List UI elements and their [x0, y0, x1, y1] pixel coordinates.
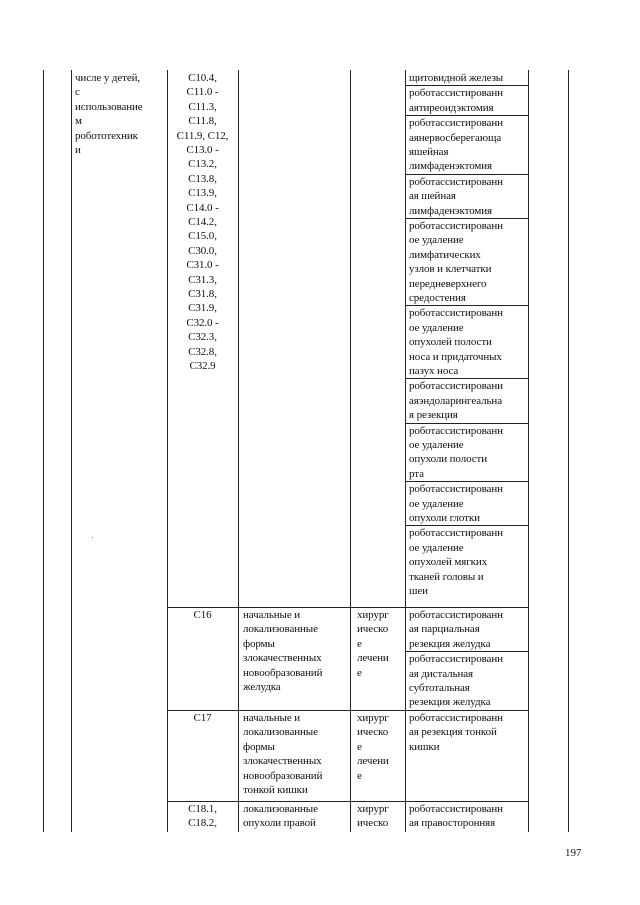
table-cell-line: ическо: [357, 817, 389, 830]
table-cell-line: лечени: [357, 755, 389, 768]
table-cell-line: C11.3,: [188, 100, 217, 113]
table-cell-line: C32.0 -: [186, 316, 219, 329]
table-cell-line: C13.0 -: [186, 144, 219, 156]
table-cell-line: C32.9: [189, 360, 216, 372]
table-cell-line: C10.4,: [188, 72, 217, 84]
table-cell-line: пазух носа: [409, 365, 459, 377]
table-cell-line: начальные и: [243, 712, 301, 724]
table-cell-line: ическо: [357, 726, 389, 739]
table-cell-line: узлов и клетчатки: [409, 263, 492, 276]
table-cell-line: я резекция: [409, 409, 458, 422]
table-cell-line: C30.0,: [188, 244, 217, 257]
table-cell-line: ое удаление: [409, 439, 464, 451]
table-cell-line: злокачественных: [243, 755, 322, 768]
table-cell-line: C15.0,: [188, 230, 217, 243]
table-cell-line: ое удаление: [409, 321, 464, 334]
table-cell-line: субтотальная: [409, 682, 470, 694]
table-cell-line: роботассистированн: [409, 609, 503, 621]
table-cell-line: хирург: [357, 712, 389, 724]
table-cell-line: роботассистированн: [409, 653, 503, 666]
table-cell-line: C13.2,: [188, 158, 217, 171]
table-cell-line: локализованные: [243, 726, 318, 739]
table-cell-line: C31.0 -: [186, 259, 219, 272]
table-cell-line: роботассистировани: [409, 380, 503, 393]
table-cell-line: роботассистированн: [409, 712, 503, 724]
table-cell-line: злокачественных: [243, 652, 322, 665]
table-cell-line: ая шейная: [409, 190, 456, 203]
table-cell-line: роботассистированн: [409, 175, 503, 188]
table-cell-line: ое удаление: [409, 234, 464, 247]
table-cell-line: роботассистированн: [409, 424, 503, 437]
table-cell-line: хирург: [357, 609, 389, 621]
table-cell-line: кишки: [409, 740, 440, 753]
column-border-3: [238, 70, 239, 832]
table-cell-line: лимфатических: [409, 248, 481, 261]
table-cell-line: ическо: [357, 623, 389, 636]
table-cell-line: лимфаденэктомия: [409, 204, 492, 217]
table-cell-line: ое удаление: [409, 497, 464, 510]
table-cell-line: м: [75, 115, 82, 128]
table-cell-line: опухолей мягких: [409, 556, 488, 569]
table-cell-line: новообразований: [243, 769, 323, 782]
table-cell-line: ая дистальная: [409, 667, 474, 680]
table-cell-line: средостения: [409, 292, 466, 304]
table-cell-line: C14.0 -: [186, 201, 219, 214]
column-border-4: [350, 70, 351, 832]
table-cell-line: C17: [193, 712, 212, 724]
table-cell-line: е: [357, 666, 362, 679]
table-cell-line: носа и придаточных: [409, 350, 502, 363]
table-cell-line: C18.2,: [188, 817, 217, 830]
table-cell-line: C14.2,: [188, 216, 217, 228]
table-cell-line: роботассистированн: [409, 220, 503, 232]
table-cell-line: роботассистированн: [409, 87, 503, 100]
column-border-0: [43, 70, 44, 832]
table-cell-line: C16: [193, 609, 212, 621]
table-cell-line: шеи: [409, 585, 428, 597]
table-cell-line: желудка: [243, 681, 281, 693]
table-cell-line: ая правосторонняя: [409, 817, 496, 830]
table-cell-line: тканей головы и: [409, 570, 484, 583]
column-border-5: [405, 70, 406, 832]
table-cell-line: ая резекция тонкой: [409, 726, 497, 739]
table-cell-line: тонкой кишки: [243, 784, 308, 796]
column-border-7: [568, 70, 569, 832]
table-cell-line: ое удаление: [409, 541, 464, 554]
table-cell-line: роботассистированн: [409, 803, 503, 815]
table-cell-line: C31.3,: [188, 273, 217, 286]
table-cell-line: опухоли полости: [409, 453, 488, 466]
table-cell-line: рта: [409, 467, 424, 480]
table-cell-line: ая парциальная: [409, 623, 480, 636]
table-cell-line: C13.9,: [188, 187, 217, 200]
table-cell-line: C31.9,: [188, 302, 217, 315]
table-cell-line: хирург: [357, 803, 389, 815]
page-number: 197: [565, 847, 582, 859]
table-cell-line: новообразований: [243, 666, 323, 679]
table-cell-line: е: [357, 769, 362, 782]
table-cell-line: аятиреоидэктомия: [409, 101, 494, 114]
table-cell-line: резекция желудка: [409, 696, 491, 709]
table-cell-line: C31.8,: [188, 288, 217, 300]
table-cell-line: C11.0 -: [186, 86, 219, 99]
table-cell-line: C11.8,: [188, 115, 217, 128]
table-cell-line: C13.8,: [188, 172, 217, 185]
table-cell-line: роботассистированн: [409, 307, 503, 320]
table-cell-line: C32.3,: [188, 331, 217, 344]
column-border-6: [528, 70, 529, 832]
table-cell-line: C32.8,: [188, 345, 217, 358]
table-cell-line: опухолей полости: [409, 336, 492, 349]
scan-speck: [92, 537, 93, 538]
table-cell-line: лимфаденэктомия: [409, 160, 492, 173]
table-cell-line: опухоли правой: [243, 817, 316, 830]
table-cell-line: резекция желудка: [409, 637, 491, 650]
table-cell-line: е: [357, 740, 362, 753]
table-cell-line: роботассистированн: [409, 527, 503, 540]
table-cell-line: аянервосберегающа: [409, 131, 502, 144]
table-cell-line: локализованные: [243, 623, 318, 636]
table-cell-line: е: [357, 637, 362, 650]
table-cell-line: опухоли глотки: [409, 512, 480, 524]
table-cell-line: щитовидной железы: [409, 72, 504, 84]
table-cell-line: числе у детей,: [75, 72, 141, 84]
table-cell-line: робототехник: [75, 129, 138, 142]
table-cell-line: лечени: [357, 652, 389, 665]
table-cell-line: яшейная: [409, 146, 449, 158]
table-cell-line: использование: [75, 100, 143, 113]
column-border-1: [71, 70, 72, 832]
table-cell-line: роботассистированн: [409, 117, 503, 130]
table-cell-line: C18.1,: [188, 803, 217, 815]
table-cell-line: локализованные: [243, 803, 318, 815]
table-cell-line: и: [75, 144, 81, 156]
table-cell-line: передневерхнего: [409, 277, 487, 290]
table-cell-line: начальные и: [243, 609, 301, 621]
table-cell-line: C11.9, C12,: [176, 129, 229, 142]
table-cell-line: формы: [243, 740, 275, 753]
table-cell-line: роботассистированн: [409, 483, 503, 496]
table-cell-line: аяэндоларингеальна: [409, 394, 502, 407]
table-cell-line: формы: [243, 637, 275, 650]
table-cell-line: с: [75, 86, 80, 99]
